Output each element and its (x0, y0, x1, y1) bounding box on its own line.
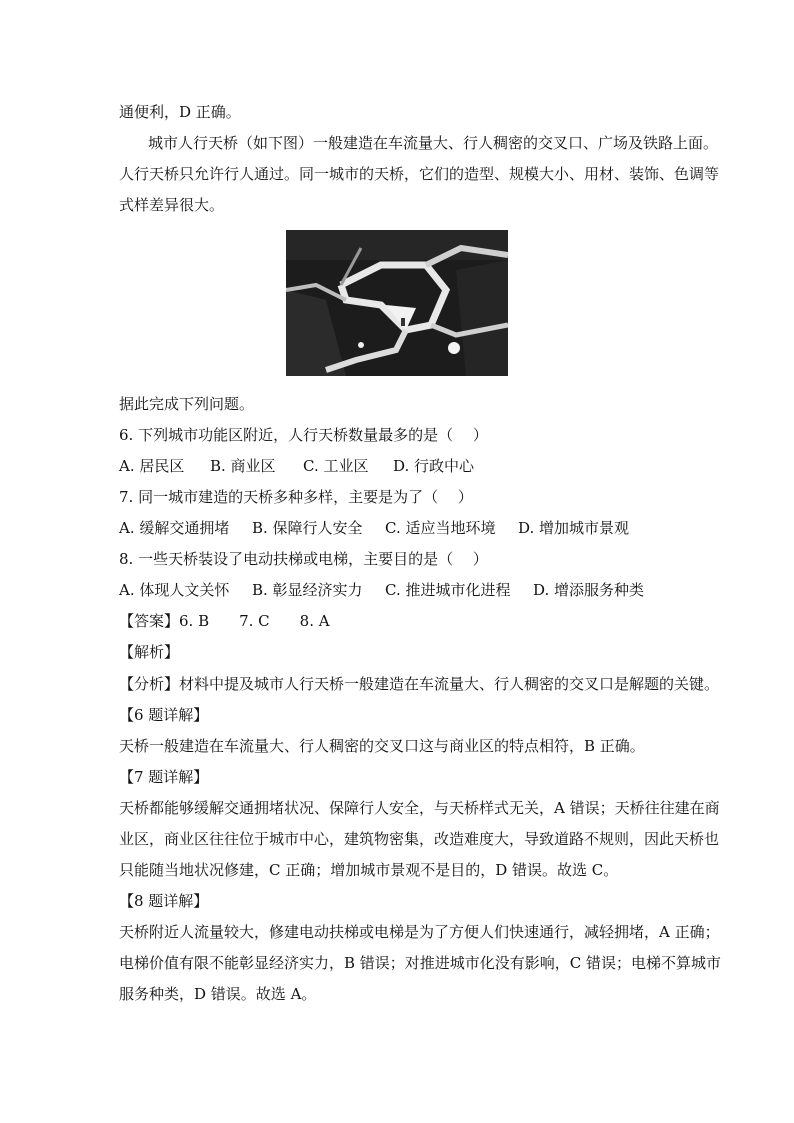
question-7-options (119, 518, 629, 538)
option-b: B. 彰显经济实力 (252, 581, 363, 599)
option-b: B. 保障行人安全 (252, 519, 363, 537)
q7-detail-text: 只能随当地状况修建，C 正确；增加城市景观不是目的，D 错误。故选 C。 (119, 861, 619, 879)
option-a: A. 体现人文关怀 (119, 581, 230, 599)
q6-detail-heading: 【6 题详解】 (119, 706, 209, 724)
paragraph-line: 人行天桥只允许行人通过。同一城市的天桥，它们的造型、规模大小、用材、装饰、色调等 (119, 165, 720, 183)
q6-detail-text: 天桥一般建造在车流量大、行人稠密的交叉口这与商业区的特点相符，B 正确。 (119, 737, 645, 755)
option-c: C. 推进城市化进程 (385, 581, 511, 599)
analysis-summary: 【分析】材料中提及城市人行天桥一般建造在车流量大、行人稠密的交叉口是解题的关键。 (119, 675, 720, 693)
option-d: D. 增添服务种类 (533, 581, 645, 599)
q7-detail-heading: 【7 题详解】 (119, 768, 209, 786)
footbridge-photo (286, 230, 508, 376)
question-8-options (119, 580, 644, 600)
q7-detail-text: 天桥都能够缓解交通拥堵状况、保障行人安全，与天桥样式无关，A 错误；天桥往往建在商 (119, 799, 720, 817)
option-c: C. 适应当地环境 (385, 519, 496, 537)
footbridge-photo-drawing (286, 230, 508, 376)
paragraph-line: 通便利，D 正确。 (119, 103, 241, 121)
q8-detail-text: 电梯价值有限不能彰显经济实力，B 错误；对推进城市化没有影响，C 错误；电梯不算城市 (119, 954, 722, 972)
q8-detail-heading: 【8 题详解】 (119, 892, 209, 910)
q7-detail-text: 业区，商业区往往位于城市中心，建筑物密集，改造难度大，导致道路不规则，因此天桥也 (119, 830, 720, 848)
option-c: C. 工业区 (303, 457, 369, 475)
option-b: B. 商业区 (210, 457, 276, 475)
question-8: 8. 一些天桥装设了电动扶梯或电梯，主要目的是（ ） (119, 550, 488, 568)
option-d: D. 增加城市景观 (518, 519, 630, 537)
q8-detail-text: 天桥附近人流量较大，修建电动扶梯或电梯是为了方便人们快速通行，减轻拥堵，A 正确； (119, 923, 720, 941)
option-a: A. 居民区 (119, 457, 185, 475)
option-d: D. 行政中心 (393, 457, 475, 475)
question-6-options (119, 456, 474, 476)
answer-line: 【答案】6. B 7. C 8. A (119, 612, 330, 630)
paragraph-line: 式样差异很大。 (119, 196, 225, 214)
instruction-line: 据此完成下列问题。 (119, 395, 255, 413)
analysis-heading: 【解析】 (119, 643, 180, 661)
option-a: A. 缓解交通拥堵 (119, 519, 230, 537)
paragraph-line: 城市人行天桥（如下图）一般建造在车流量大、行人稠密的交叉口、广场及铁路上面。 (148, 134, 719, 152)
q8-detail-text: 服务种类，D 错误。故选 A。 (119, 985, 317, 1003)
question-7: 7. 同一城市建造的天桥多种多样，主要是为了（ ） (119, 488, 473, 506)
question-6: 6. 下列城市功能区附近，人行天桥数量最多的是（ ） (119, 426, 488, 444)
